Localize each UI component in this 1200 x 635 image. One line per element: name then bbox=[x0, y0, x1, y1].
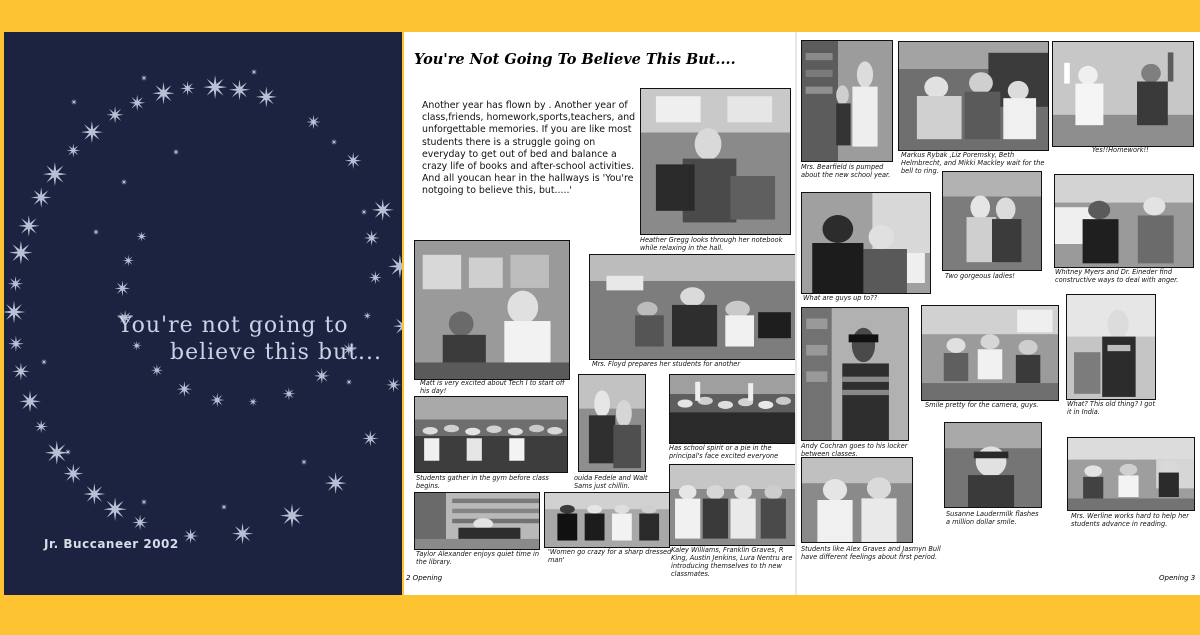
caption-andy: Andy Cochran goes to his locker between classes. bbox=[801, 442, 908, 458]
cover-star-48 bbox=[123, 255, 135, 267]
cover-star-52 bbox=[251, 69, 258, 76]
caption-heather: Heather Gregg looks through her notebook while relaxing in the hall. bbox=[640, 236, 783, 252]
cover-star-30 bbox=[4, 301, 25, 324]
cover-star-19 bbox=[388, 254, 402, 278]
caption-india: What? This old thing? I got it in India. bbox=[1067, 400, 1156, 416]
louida-photo bbox=[578, 374, 646, 472]
gym-photo bbox=[414, 396, 568, 473]
caption-gorgeous: Two gorgeous ladies! bbox=[945, 272, 1015, 280]
cover-star-41 bbox=[249, 397, 258, 406]
andy-photo bbox=[801, 307, 909, 441]
guys-photo bbox=[801, 192, 931, 294]
cover-star-63 bbox=[121, 179, 128, 186]
bearfield-photo bbox=[801, 40, 893, 162]
cover-star-0 bbox=[229, 79, 250, 100]
caption-women: 'Women go crazy for a sharp dressed man' bbox=[548, 548, 672, 564]
cover-star-29 bbox=[9, 241, 33, 265]
cover-star-12 bbox=[183, 528, 199, 543]
cover-star-8 bbox=[19, 391, 41, 413]
floyd-photo bbox=[589, 254, 795, 360]
cover-star-50 bbox=[71, 99, 78, 106]
cover-star-54 bbox=[361, 209, 368, 216]
cover-star-60 bbox=[301, 459, 308, 466]
caption-alex: Students like Alex Graves and Jasmyn Bull have different feelings about first period. bbox=[801, 545, 941, 561]
cover-star-16 bbox=[362, 430, 378, 446]
caption-matt: Matt is very excited about Tech I to start off his day! bbox=[420, 379, 565, 395]
cover-star-35 bbox=[364, 230, 380, 246]
cover-star-27 bbox=[66, 143, 80, 157]
cover-star-9 bbox=[45, 441, 69, 465]
heather-photo bbox=[640, 88, 791, 235]
page-folio-left: 2 Opening bbox=[406, 574, 443, 582]
cover-star-34 bbox=[103, 497, 127, 521]
cover-star-25 bbox=[152, 82, 175, 105]
page-headline: You're Not Going To Believe This But.... bbox=[414, 51, 736, 68]
cover-star-47 bbox=[115, 281, 131, 297]
cover-star-5 bbox=[18, 215, 39, 236]
yearbook-cover bbox=[4, 32, 402, 595]
cover-star-1 bbox=[180, 81, 195, 96]
markus-photo bbox=[898, 41, 1049, 151]
gorgeous-photo bbox=[942, 171, 1042, 271]
cover-footer: Jr. Buccaneer 2002 bbox=[44, 537, 179, 551]
caption-taylor: Taylor Alexander enjoys quiet time in the library. bbox=[416, 550, 539, 566]
caption-spirit: Has school spirit or a pie in the principal's face excited everyone bbox=[669, 444, 779, 460]
cover-star-6 bbox=[8, 276, 23, 291]
cover-star-31 bbox=[12, 363, 30, 381]
cover-star-62 bbox=[173, 149, 180, 156]
cover-star-53 bbox=[331, 139, 338, 146]
cover-star-11 bbox=[132, 515, 148, 531]
india-photo bbox=[1066, 294, 1156, 400]
cover-star-56 bbox=[41, 359, 48, 366]
spirit-photo bbox=[669, 374, 795, 444]
cover-star-42 bbox=[210, 393, 225, 408]
cover-star-32 bbox=[34, 420, 48, 434]
cover-star-17 bbox=[386, 377, 401, 392]
homework-photo bbox=[1052, 41, 1194, 147]
cover-star-3 bbox=[81, 121, 103, 143]
intro-paragraph: Another year has flown by . Another year of class,friends, homework,sports,teachers, and unforgettable memories. If you are like most students there is a struggle going on everyday to get out of bed and balance a crazy life of books and after-school activities. And all youcan hear in the hallways is 'You're notgoing to believe this, but.....' bbox=[422, 100, 636, 197]
cover-star-4 bbox=[43, 162, 67, 186]
caption-bearfield: Mrs. Bearfield is pumped about the new school year. bbox=[801, 163, 891, 179]
cover-star-40 bbox=[283, 387, 296, 400]
cover-title-line1: You're not going to bbox=[118, 313, 349, 338]
caption-susanne: Susanne Laudermilk flashes a million dollar smile. bbox=[946, 510, 1039, 526]
caption-smile: Smile pretty for the camera, guys. bbox=[925, 401, 1039, 409]
alex-photo bbox=[801, 457, 913, 543]
page-folio-right: Opening 3 bbox=[1159, 574, 1196, 582]
cover-star-43 bbox=[177, 381, 193, 397]
caption-gym: Students gather in the gym before class begins. bbox=[416, 474, 549, 490]
cover-star-14 bbox=[280, 504, 304, 528]
cover-star-15 bbox=[325, 472, 347, 494]
smile-photo bbox=[921, 305, 1059, 401]
cover-star-33 bbox=[63, 464, 83, 484]
kaley-photo bbox=[669, 464, 795, 546]
cover-star-10 bbox=[84, 483, 106, 505]
caption-homework: Yes!!Homework!! bbox=[1092, 146, 1149, 154]
susanne-photo bbox=[944, 422, 1042, 508]
cover-star-39 bbox=[314, 368, 330, 384]
cover-star-23 bbox=[256, 87, 277, 108]
cover-star-20 bbox=[372, 199, 394, 221]
caption-werline: Mrs. Werline works hard to help her students advance in reading. bbox=[1071, 512, 1190, 528]
cover-star-61 bbox=[346, 379, 353, 386]
cover-star-26 bbox=[107, 106, 124, 123]
cover-star-57 bbox=[65, 449, 72, 456]
cover-star-51 bbox=[141, 75, 148, 82]
cover-star-18 bbox=[393, 316, 402, 337]
caption-markus: Markus Rybak ,Liz Poremsky, Beth Helmbrecht, and Mikki Mackley wait for the bell to ring. bbox=[901, 151, 1045, 175]
right-page bbox=[797, 32, 1200, 595]
left-page bbox=[404, 32, 795, 595]
cover-star-59 bbox=[221, 504, 228, 511]
cover-star-7 bbox=[8, 336, 24, 352]
caption-floyd: Mrs. Floyd prepares her students for another bbox=[592, 360, 741, 368]
cover-star-2 bbox=[129, 95, 145, 111]
whitney-photo bbox=[1054, 174, 1194, 268]
cover-star-36 bbox=[369, 271, 383, 285]
cover-star-55 bbox=[93, 229, 100, 236]
werline-photo bbox=[1067, 437, 1195, 511]
taylor-photo bbox=[414, 492, 540, 550]
cover-star-58 bbox=[141, 499, 148, 506]
caption-louida: ouida Fedele and Walt Sams just chillin. bbox=[574, 474, 648, 490]
women-photo bbox=[544, 492, 670, 548]
cover-star-49 bbox=[136, 231, 147, 242]
caption-whitney: Whitney Myers and Dr. Eineder find constructive ways to deal with anger. bbox=[1055, 268, 1179, 284]
cover-star-13 bbox=[232, 523, 254, 545]
cover-star-24 bbox=[203, 75, 227, 99]
cover-title-line2: believe this but... bbox=[170, 340, 383, 365]
caption-kaley: Kaley Williams, Franklin Graves, R King, Austin Jenkins, Lura Nentru are introducing themselves to th new classmates. bbox=[671, 546, 793, 578]
cover-star-28 bbox=[31, 187, 52, 208]
caption-guys: What are guys up to?? bbox=[803, 294, 878, 302]
cover-star-22 bbox=[306, 115, 321, 130]
matt-photo bbox=[414, 240, 570, 380]
cover-title bbox=[118, 312, 382, 366]
cover-star-21 bbox=[345, 152, 362, 169]
